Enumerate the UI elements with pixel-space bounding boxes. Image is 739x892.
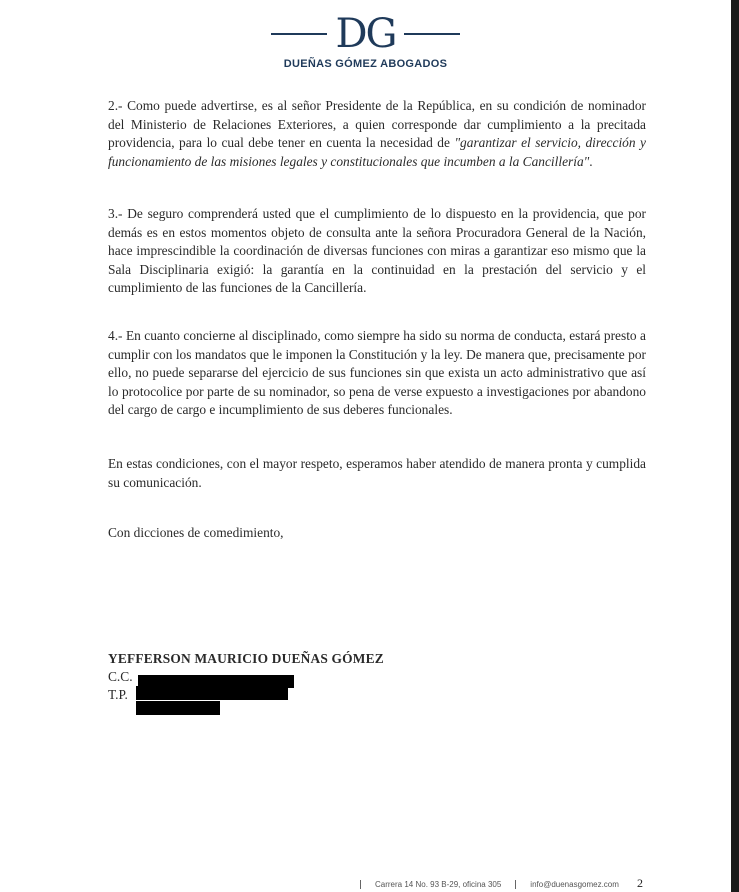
signer-name: YEFFERSON MAURICIO DUEÑAS GÓMEZ [108,651,384,666]
paragraph-2-text: 2.- Como puede advertirse, es al señor Presidente de la República, en su condición de nominador del Ministerio de Relaciones Exteriores, a quien corresponde dar cumplimiento a la precitada providencia, para lo cual debe tener en cuenta la necesidad de [108,98,646,151]
firm-name: DUEÑAS GÓMEZ ABOGADOS [283,58,448,70]
paragraph-2-quote: "garantizar el servicio, dirección y funcionamiento de las misiones legales y constitucionales que incumben a la Cancillería" [108,135,646,169]
redaction-bar [136,686,288,700]
paragraph-4: 4.- En cuanto concierne al disciplinado, como siempre ha sido su norma de conducta, estará presto a cumplir con los mandatos que le imponen la Constitución y la ley. De manera que, precisamente por ello, no puede separarse del ejercicio de sus funciones sin que exista un acto administrativo que así lo protocolice por parte de su nominador, so pena de verse expuesto a investigaciones por abandono del cargo de cargo e incumplimiento de sus deberes funcionales. [108,328,646,418]
footer-divider [515,880,516,889]
redaction-bar [136,701,220,715]
footer-divider [360,880,361,889]
logo-rule-right [404,33,460,35]
firm-logo [0,11,731,57]
tp-label: T.P. [108,687,128,702]
paragraph-3: 3.- De seguro comprenderá usted que el cumplimiento de lo dispuesto en la providencia, que por demás es en estos momentos objeto de consulta ante la señora Procuradora General de la Nación, hace imprescindible la coordinación de diversas funciones con miras a garantizar eso mismo que la Sala Disciplinaria exigió: la garantía en la continuidad en la prestación del servicio y el cumplimiento de las funciones de la Cancillería. [108,206,646,296]
logo-monogram: DG [335,11,396,57]
footer-email: info@duenasgomez.com [530,880,619,889]
scan-border [731,0,739,892]
cc-label: C.C. [108,669,133,684]
paragraph-conclusion: En estas condiciones, con el mayor respeto, esperamos haber atendido de manera pronta y cumplida su comunicación. [108,456,646,490]
closing-salutation: Con dicciones de comedimiento, [108,525,284,540]
letterhead [0,11,731,70]
paragraph-2-end: . [589,153,593,169]
footer-address: Carrera 14 No. 93 B-29, oficina 305 [375,880,502,889]
page-footer [360,880,619,889]
logo-rule-left [271,33,327,35]
paragraph-2 [108,97,646,171]
page-number: 2 [637,876,643,890]
